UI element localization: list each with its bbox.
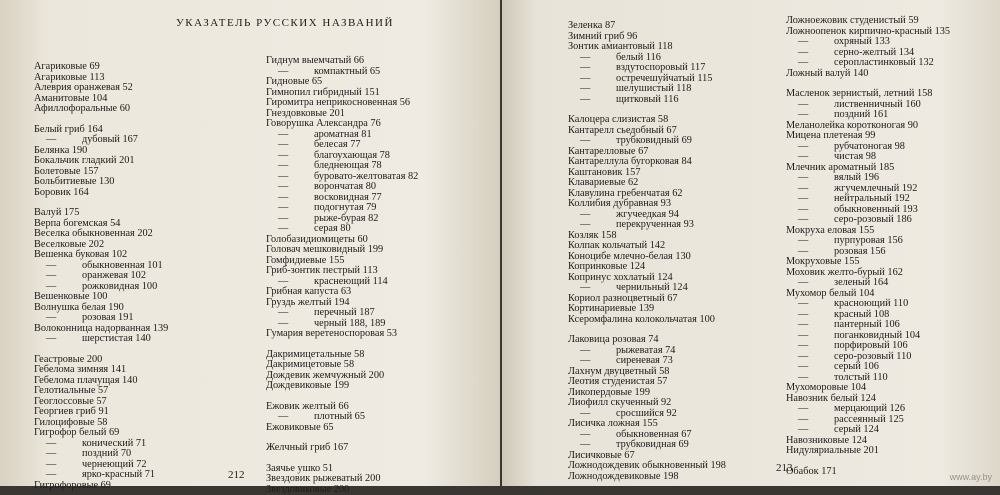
entry-text: Волнушка белая 190	[34, 302, 124, 313]
entry-text: Зеленка 87	[568, 20, 615, 31]
right-page	[502, 0, 1000, 486]
entry-text: охряный 133	[834, 36, 890, 47]
entry-text: Лахнум двуцветный 58	[568, 366, 669, 377]
entry-text: Аманитовые 104	[34, 93, 107, 104]
entry-text: Лисичковые 67	[568, 450, 635, 461]
entry-text: Афиллофоральные 60	[34, 103, 130, 114]
entry-text: трубковидная 69	[616, 439, 689, 450]
entry-text: трубковидный 69	[616, 135, 692, 146]
dash-marker: —	[278, 214, 314, 225]
dash-marker: —	[46, 313, 82, 324]
entry-text: чистая 98	[834, 151, 876, 162]
entry-text: чернильный 124	[616, 282, 688, 293]
dash-marker: —	[46, 282, 82, 293]
index-entry	[34, 188, 168, 199]
dash-marker: —	[278, 130, 314, 141]
dash-marker: —	[278, 319, 314, 330]
entry-text: Лаковица розовая 74	[568, 334, 659, 345]
dash-marker: —	[46, 261, 82, 272]
index-entry	[568, 315, 726, 326]
index-column-4	[786, 16, 950, 477]
entry-text: Гумария веретеноспоровая 53	[266, 328, 397, 339]
entry-text: Дакримицетовые 58	[266, 359, 354, 370]
entry-text: Мицена плетеная 99	[786, 130, 875, 141]
entry-text: обыкновенная 101	[82, 260, 163, 271]
entry-text: Гелотиальные 57	[34, 385, 108, 396]
dash-marker: —	[46, 449, 82, 460]
entry-text: обыкновенный 193	[834, 204, 918, 215]
dash-marker: —	[798, 247, 834, 258]
entry-text: Мокруховые 155	[786, 256, 860, 267]
dash-marker: —	[46, 439, 82, 450]
entry-text: подогнутая 79	[314, 202, 376, 213]
entry-text: рубчатоногая 98	[834, 141, 905, 152]
dash-marker: —	[580, 356, 616, 367]
entry-text: Калоцера слизистая 58	[568, 114, 668, 125]
entry-text: рожковидная 100	[82, 281, 157, 292]
entry-text: ярко-красный 71	[82, 469, 155, 480]
entry-text: Говорушка Александра 76	[266, 118, 381, 129]
entry-text: Колпак кольчатый 142	[568, 240, 665, 251]
entry-text: красноющий 110	[834, 298, 908, 309]
entry-text: Ксеромфалина колокольчатая 100	[568, 314, 715, 325]
entry-text: Клавулина гребенчатая 62	[568, 188, 683, 199]
index-title: УКАЗАТЕЛЬ РУССКИХ НАЗВАНИЙ	[176, 17, 394, 29]
entry-text: Вешенка буковая 102	[34, 249, 127, 260]
entry-text: пантерный 106	[834, 319, 900, 330]
dash-marker: —	[580, 220, 616, 231]
dash-marker: —	[798, 341, 834, 352]
entry-text: Гилоцифовые 58	[34, 417, 107, 428]
entry-text: Бокальчик гладкий 201	[34, 155, 135, 166]
dash-marker: —	[580, 74, 616, 85]
entry-text: Агариковые 113	[34, 72, 105, 83]
entry-text: лиственничный 160	[834, 99, 921, 110]
dash-marker: —	[46, 334, 82, 345]
entry-text: Георгиев гриб 91	[34, 406, 109, 417]
entry-text: Валуй 175	[34, 207, 79, 218]
dash-marker: —	[278, 203, 314, 214]
index-entry	[266, 443, 418, 454]
entry-text: Копринус хохлатый 124	[568, 272, 673, 283]
dash-marker: —	[798, 425, 834, 436]
entry-text: розовая 156	[834, 246, 886, 257]
entry-text: шерстистая 140	[82, 333, 151, 344]
entry-text: Голобазидиомицеты 60	[266, 234, 368, 245]
entry-text: Леотия студенистая 57	[568, 376, 667, 387]
entry-text: Гиромитра неприкосновенная 56	[266, 97, 410, 108]
index-subentry	[568, 95, 726, 106]
entry-text: серо-розовый 186	[834, 214, 912, 225]
entry-text: Козляк 158	[568, 230, 616, 241]
entry-text: ароматная 81	[314, 129, 372, 140]
entry-text: Масленок зернистый, летний 158	[786, 88, 932, 99]
entry-text: Млечник ароматный 185	[786, 162, 894, 173]
entry-text: серый 124	[834, 424, 879, 435]
dash-marker: —	[798, 404, 834, 415]
entry-text: благоухающая 78	[314, 150, 390, 161]
entry-text: розовая 191	[82, 312, 134, 323]
entry-text: Клавариевые 62	[568, 177, 638, 188]
entry-text: жгучеедкая 94	[616, 209, 679, 220]
entry-text: порфировый 106	[834, 340, 908, 351]
dash-marker: —	[278, 224, 314, 235]
entry-text: Кантарелл сьедобный 67	[568, 125, 677, 136]
entry-text: Навозник белый 124	[786, 393, 876, 404]
entry-text: шелушистый 118	[616, 83, 691, 94]
entry-text: Головач мешковидный 199	[266, 244, 383, 255]
entry-text: нейтральный 192	[834, 193, 910, 204]
dash-marker: —	[580, 136, 616, 147]
page-number-right: 213	[776, 462, 793, 474]
dash-marker: —	[278, 308, 314, 319]
dash-marker: —	[46, 470, 82, 481]
dash-marker: —	[798, 184, 834, 195]
entry-text: Копринковые 124	[568, 261, 645, 272]
dash-marker: —	[798, 58, 834, 69]
entry-text: сросшийся 92	[616, 408, 677, 419]
entry-text: мерцающий 126	[834, 403, 905, 414]
entry-text: Гигрофоровые 69	[34, 480, 111, 491]
entry-text: Коноцибе млечно-белая 130	[568, 251, 691, 262]
index-entry	[34, 104, 168, 115]
entry-text: поганковидный 104	[834, 330, 920, 341]
entry-text: чернеющий 72	[82, 459, 147, 470]
entry-text: серно-желтый 134	[834, 47, 914, 58]
entry-text: Грибная капуста 63	[266, 286, 351, 297]
entry-text: сиреневая 73	[616, 355, 673, 366]
entry-text: Ежовик желтый 66	[266, 401, 349, 412]
entry-text: Болетовые 157	[34, 166, 99, 177]
entry-text: Навозниковые 124	[786, 435, 867, 446]
dash-marker: —	[798, 362, 834, 373]
entry-text: Каштановик 157	[568, 167, 640, 178]
index-column-1	[34, 62, 168, 491]
entry-text: поздний 70	[82, 448, 131, 459]
entry-text: Дакримицетальные 58	[266, 349, 364, 360]
entry-text: вялый 196	[834, 172, 879, 183]
entry-text: Зимний гриб 96	[568, 31, 637, 42]
index-entry	[266, 485, 418, 495]
dash-marker: —	[580, 95, 616, 106]
entry-text: бледнеющая 78	[314, 160, 382, 171]
dash-marker: —	[798, 110, 834, 121]
entry-text: Веселка обыкновенная 202	[34, 228, 153, 239]
entry-text: Алеврия оранжевая 52	[34, 82, 133, 93]
dash-marker: —	[580, 430, 616, 441]
dash-marker: —	[580, 63, 616, 74]
entry-text: Звездовиковые 200	[266, 484, 349, 495]
entry-text: вздутоспоровый 117	[616, 62, 705, 73]
entry-text: Белый гриб 164	[34, 124, 103, 135]
watermark: www.ay.by	[950, 472, 992, 482]
entry-text: буровато-желтоватая 82	[314, 171, 418, 182]
dash-marker: —	[580, 346, 616, 357]
dash-marker: —	[798, 415, 834, 426]
entry-text: рыжеватая 74	[616, 345, 675, 356]
dash-marker: —	[798, 331, 834, 342]
entry-text: Геоглоссовые 57	[34, 396, 107, 407]
entry-text: Белянка 190	[34, 145, 87, 156]
entry-text: оранжевая 102	[82, 270, 146, 281]
dash-marker: —	[798, 48, 834, 59]
entry-text: перечный 187	[314, 307, 375, 318]
dash-marker: —	[278, 182, 314, 193]
entry-text: Боровик 164	[34, 187, 89, 198]
entry-text: жгучемлечный 192	[834, 183, 917, 194]
entry-text: Заячье ушко 51	[266, 463, 333, 474]
entry-text: Лиофилл скученный 92	[568, 397, 671, 408]
dash-marker: —	[798, 215, 834, 226]
entry-text: Вешенковые 100	[34, 291, 107, 302]
entry-text: перекрученная 93	[616, 219, 694, 230]
entry-text: Коллибия дубравная 93	[568, 198, 671, 209]
dash-marker: —	[798, 373, 834, 384]
dash-marker: —	[798, 310, 834, 321]
entry-text: Моховик желто-бурый 162	[786, 267, 903, 278]
entry-text: пурпуровая 156	[834, 235, 903, 246]
entry-text: Гомфидиевые 155	[266, 255, 344, 266]
entry-text: Кантарелловые 67	[568, 146, 648, 157]
index-entry	[568, 472, 726, 483]
index-subentry	[34, 334, 168, 345]
entry-text: плотный 65	[314, 411, 365, 422]
entry-text: Верпа богемская 54	[34, 218, 120, 229]
dash-marker: —	[580, 440, 616, 451]
dash-marker: —	[278, 67, 314, 78]
dash-marker: —	[580, 210, 616, 221]
index-entry	[786, 467, 950, 478]
entry-text: Кантареллула бугорковая 84	[568, 156, 692, 167]
entry-text: ворончатая 80	[314, 181, 376, 192]
dash-marker: —	[580, 409, 616, 420]
dash-marker: —	[798, 173, 834, 184]
entry-text: белесая 77	[314, 139, 361, 150]
entry-text: толстый 110	[834, 372, 888, 383]
dash-marker: —	[46, 135, 82, 146]
entry-text: Агариковые 69	[34, 61, 100, 72]
dash-marker: —	[278, 140, 314, 151]
dash-marker: —	[798, 142, 834, 153]
dash-marker: —	[278, 193, 314, 204]
index-column-3	[568, 21, 726, 482]
dash-marker: —	[278, 412, 314, 423]
entry-text: Дождевиковые 199	[266, 380, 349, 391]
entry-text: Кориол разноцветный 67	[568, 293, 678, 304]
dash-marker: —	[798, 236, 834, 247]
entry-text: Гидновые 65	[266, 76, 322, 87]
entry-text: Мухомор белый 104	[786, 288, 874, 299]
entry-text: Ежовиковые 65	[266, 422, 334, 433]
entry-text: Волоконница надорванная 139	[34, 323, 168, 334]
entry-text: Ложнодождевик обыкновенный 198	[568, 460, 726, 471]
index-entry	[266, 381, 418, 392]
entry-text: Гебелома плачущая 140	[34, 375, 137, 386]
entry-text: восковидная 77	[314, 192, 382, 203]
dash-marker: —	[580, 283, 616, 294]
entry-text: Гиднум выемчатый 66	[266, 55, 364, 66]
entry-text: обыкновенная 67	[616, 429, 692, 440]
dash-marker: —	[278, 172, 314, 183]
dash-marker: —	[798, 320, 834, 331]
entry-text: конический 71	[82, 438, 146, 449]
dash-marker: —	[278, 277, 314, 288]
entry-text: Гебелома зимняя 141	[34, 364, 126, 375]
entry-text: Гигрофор белый 69	[34, 427, 119, 438]
entry-text: остречешуйчатый 115	[616, 73, 712, 84]
entry-text: белый 116	[616, 52, 661, 63]
entry-text: Обабок 171	[786, 466, 837, 477]
dash-marker: —	[798, 194, 834, 205]
page-number-left: 212	[228, 469, 245, 481]
index-entry	[266, 423, 418, 434]
index-entry	[786, 69, 950, 80]
index-column-2	[266, 56, 418, 495]
entry-text: Геастровые 200	[34, 354, 102, 365]
entry-text: Груздь желтый 194	[266, 297, 350, 308]
dash-marker: —	[46, 271, 82, 282]
index-entry	[34, 481, 168, 492]
entry-text: щитковый 116	[616, 94, 679, 105]
entry-text: краснеющий 114	[314, 276, 388, 287]
entry-text: Лисичка ложная 155	[568, 418, 658, 429]
entry-text: компактный 65	[314, 66, 380, 77]
left-page	[0, 0, 500, 486]
dash-marker: —	[580, 53, 616, 64]
entry-text: красный 108	[834, 309, 889, 320]
entry-text: Ложнодождевиковые 198	[568, 471, 679, 482]
index-entry	[786, 446, 950, 457]
dash-marker: —	[798, 37, 834, 48]
entry-text: серый 106	[834, 361, 879, 372]
entry-text: Меланолейка коротконогая 90	[786, 120, 918, 131]
entry-text: Мокруха еловая 155	[786, 225, 874, 236]
entry-text: рассеянный 125	[834, 414, 904, 425]
entry-text: Гнездовковые 201	[266, 108, 345, 119]
entry-text: Ложноопенок кирпично-красный 135	[786, 26, 950, 37]
entry-text: рыже-бурая 82	[314, 213, 378, 224]
dash-marker: —	[798, 100, 834, 111]
index-entry	[266, 329, 418, 340]
entry-text: Желчный гриб 167	[266, 442, 348, 453]
entry-text: Гриб-зонтик пестрый 113	[266, 265, 378, 276]
entry-text: Дождевик жемчужный 200	[266, 370, 384, 381]
entry-text: поздний 161	[834, 109, 888, 120]
entry-text: серопластинковый 132	[834, 57, 934, 68]
entry-text: серая 80	[314, 223, 351, 234]
entry-text: зеленый 164	[834, 277, 888, 288]
entry-text: Больбитиевые 130	[34, 176, 114, 187]
entry-text: Зонтик амиантовый 118	[568, 41, 673, 52]
entry-text: Мухоморовые 104	[786, 382, 866, 393]
entry-text: серо-розовый 110	[834, 351, 911, 362]
dash-marker: —	[278, 151, 314, 162]
dash-marker: —	[798, 152, 834, 163]
dash-marker: —	[580, 84, 616, 95]
entry-text: дубовый 167	[82, 134, 138, 145]
entry-text: черный 188, 189	[314, 318, 385, 329]
dash-marker: —	[798, 205, 834, 216]
dash-marker: —	[278, 161, 314, 172]
entry-text: Ликопердовые 199	[568, 387, 650, 398]
entry-text: Веселковые 202	[34, 239, 104, 250]
dash-marker: —	[798, 278, 834, 289]
entry-text: Ложный валуй 140	[786, 68, 868, 79]
dash-marker: —	[46, 460, 82, 471]
dash-marker: —	[798, 352, 834, 363]
entry-text: Нидуляриальные 201	[786, 445, 879, 456]
entry-text: Звездовик рыжеватый 200	[266, 473, 380, 484]
entry-text: Ложноежовик студенистый 59	[786, 15, 919, 26]
dash-marker: —	[798, 299, 834, 310]
entry-text: Кортинариевые 139	[568, 303, 654, 314]
entry-text: Гимнопил гибридный 151	[266, 87, 380, 98]
